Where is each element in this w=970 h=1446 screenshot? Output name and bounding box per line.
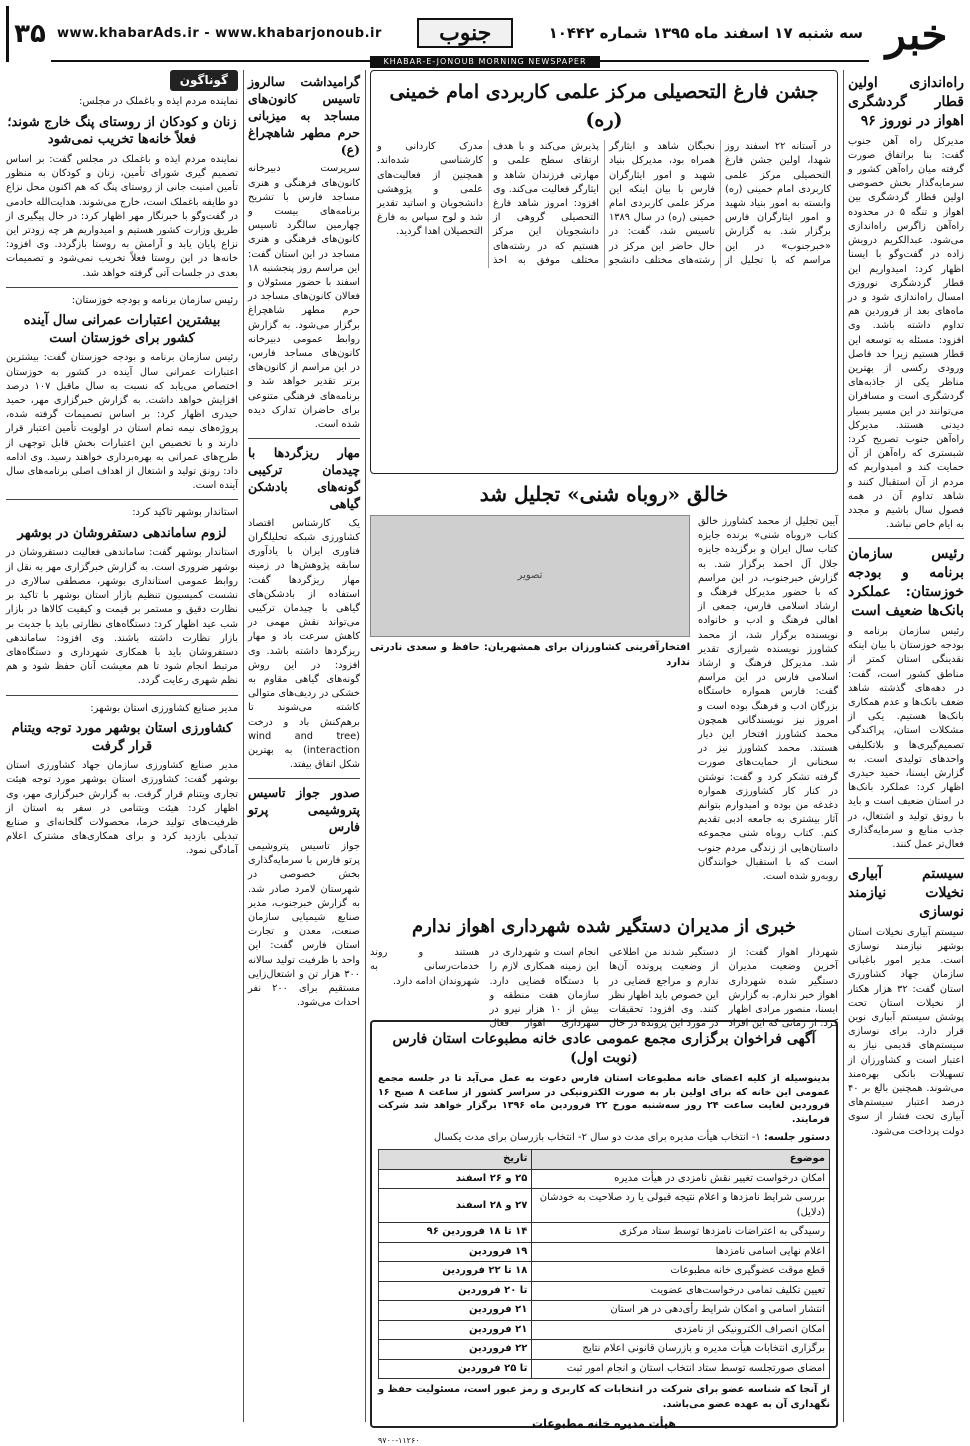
table-row [379,1340,830,1360]
divider [248,438,360,439]
section-title: جنوب [417,18,513,48]
right-body-3: سیستم آبیاری نخیلات استان بوشهر نیازمند نوسازی است. مدیر امور باغبانی سازمان جهاد کشاورزی استان گفت: ۳۲ هزار هکتار از نخیلات استان تحت پوشش سیستم آبیاری نوین قرار دارد. برای نوسازی سیستم‌های قدیمی نیاز به اعتبار است و کشاورزان از تسهیلات بانکی بهره‌مند می‌شوند. همچنین بالغ بر ۴۰ درصد اعتبار سیستم‌های آبیاری تحت فشار از سوی دولت پرداخت می‌شود. [848,926,964,1137]
agenda-label: دستور جلسه: [763,1131,830,1143]
header-date: تاریخ [379,1150,532,1170]
row-topic: برگزاری انتخابات هیأت مدیره و بازرسان قانونی اعلام نتایج [532,1340,830,1360]
section-banner: گوناگون [170,70,238,91]
divider [248,778,360,779]
row-date: ۲۷ و ۲۸ اسفند [379,1189,532,1223]
divider [848,538,964,539]
masthead-row [51,6,869,62]
table-row [379,1320,830,1340]
photo-caption: تصویر [517,569,543,581]
row-date: ۲۲ فروردین [379,1340,532,1360]
notice-ref: ۹۷۰۰-۱۱۲۶۰ [378,1435,420,1445]
main-top-story [370,70,838,472]
left-headline-2: بیشترین اعتبارات عمرانی سال آینده کشور برای خوزستان است [23,313,221,346]
left-body-1: نماینده مردم ایذه و باغملک در مجلس گفت: بر اساس تصمیم گیری شورای تأمین، زنان و کودکان به منظور تأمین امنیت جانی از روستای پنگ که هم اکنون محل نزاع دو طایفه باغملک است، خارج می‌شوند. هدایت‌الله خادمی در گفت‌وگو با خبرنگار مهر اظهار کرد: در حال پیگیری از طریق وزارت کشور هستیم و امیدواریم هر چه زودتر این نزاع پایان یابد و آرامش به روستا بازگردد. وی افزود: خانه‌ها در این روستا فعلاً تخریب نمی‌شود و تصمیمات بعدی در جلسات آتی گرفته خواهد شد. [6,153,238,279]
row-topic: تعیین تکلیف تمامی درخواست‌های عضویت [532,1281,830,1301]
row-topic: رسیدگی به اعتراضات نامزدها توسط ستاد مرکزی [532,1223,830,1243]
mayor-story [370,910,838,1030]
row-topic: امکان انصراف الکترونیکی از نامزدی [532,1320,830,1340]
table-row [379,1242,830,1262]
fox-photo [370,515,690,637]
petrochem-headline: صدور جواز تاسیس پتروشیمی پرتو فارس [248,785,360,835]
mosque-body: سرپرست دبیرخانه کانون‌های فرهنگی و هنری مساجد فارس با تشریح برنامه‌های بیست و چهارمین سالگرد تاسیس کانون‌های فرهنگی و هنری مساجد در این استان گفت: این مراسم روز پنجشنبه ۱۸ اسفند با حضور مسئولان و فعالان کانون‌های مساجد در حرم مطهر شاهچراغ برگزار می‌شود. به گزارش روابط عمومی دبیرخانه کانون‌های مساجد فارس، در این مراسم از کانون‌های برتر تقدیر خواهد شد و برنامه‌های فرهنگی متنوعی برای حاضران تدارک دیده شده است. [248,163,360,431]
table-row [379,1301,830,1321]
row-topic: انتشار اسامی و امکان شرایط رأی‌دهی در هر استان [532,1301,830,1321]
column-rule [243,70,244,1422]
left-body-3: استاندار بوشهر گفت: ساماندهی فعالیت دستفروشان در بوشهر ضروری است. به گزارش خبرگزاری مهر به نقل از روابط عمومی استانداری بوشهر، مصطفی سالاری در نشست کمیسیون تنظیم بازار استان بوشهر با تاکید بر نظارت دقیق و مستمر بر قیمت و کیفیت کالاها در بازار شب عید اظهار کرد: دستگاه‌های نظارتی باید با جدیت بر بازار نظارت داشته باشند. وی افزود: ساماندهی دستفروشان باید با همکاری شهرداری و دستگاه‌های مرتبط انجام شود تا هم معیشت آنان حفظ شود و هم نظم شهری رعایت گردد. [6,547,238,687]
table-row [379,1223,830,1243]
left-column [6,70,238,1422]
right-headline-3: سیستم آبیاری نخیلات نیازمند نوسازی [848,866,964,920]
masthead-strip: KHABAR-E-JONOUB MORNING NEWSPAPER [370,56,600,68]
issue-date: سه شنبه ۱۷ اسفند ماه ۱۳۹۵ شماره ۱۰۴۴۲ [548,24,863,42]
fox-col-b [370,515,690,888]
right-headline-2: رئیس سازمان برنامه و بودجه خوزستان: عملکرد بانک‌ها ضعیف است [848,546,964,620]
notice-intro: بدینوسیله از کلیه اعضای خانه مطبوعات استان فارس دعوت به عمل می‌آید تا در جلسه مجمع عمومی این خانه که برای اولین بار به صورت الکترونیکی در سراسر کشور از ساعت ۸ صبح ۱۶ فروردین لغایت ساعت ۲۴ روز سه‌شنبه مورخ ۲۲ فروردین ماه ۱۳۹۶ برگزار خواهد شد شرکت فرمایند. [378,1072,830,1126]
mayor-body: شهردار اهواز گفت: از آخرین وضعیت مدیران دستگیر شده شهرداری اهواز خبر ندارم. به گزارش ایسنا، منصور مرادی اظهار کرد: از زمانی که این افراد دستگیر شدند من اطلاعی از وضعیت پرونده آن‌ها ندارم و مراجع قضایی در این خصوص باید اظهار نظر کنند. وی افزود: تحقیقات در مورد این پرونده در حال انجام است و شهرداری در این زمینه همکاری لازم را با دستگاه قضایی دارد. سازمان هفت منطقه و بیش از ۱۰ هزار نیرو در شهرداری اهواز فعال هستند و روند خدمات‌رسانی به شهروندان ادامه دارد. [370,947,838,1030]
notice-signature: هیأت مدیره خانه مطبوعات [532,1416,676,1430]
column-rule [365,70,366,1422]
table-row [379,1262,830,1282]
petrochem-body: جواز تاسیس پتروشیمی پرتو فارس با سرمایه‌گذاری بخش خصوصی در شهرستان لامرد صادر شد. به گزارش خبرجنوب، مدیر صنایع شیمیایی سازمان صنعت، معدن و تجارت استان فارس گفت: این واحد با ظرفیت تولید سالانه ۳۰۰ هزار تن و اشتغال‌زایی مستقیم برای ۲۰۰ نفر احداث می‌شود. [248,841,360,1009]
right-headline-1: راه‌اندازی اولین قطار گردشگری اهواز در نوروز ۹۶ [848,75,964,129]
fox-content [370,515,838,888]
website-links[interactable]: www.khabarAds.ir - www.khabarjonoub.ir [57,25,382,41]
fox-headline: خالق «روباه شنی» تجلیل شد [479,482,729,506]
right-body-2: رئیس سازمان برنامه و بودجه خوزستان با بیان اینکه نقدینگی استان کمتر از مناطق کشور است، گفت: در دهه‌های گذشته شاهد ضعف بانک‌ها و عدم همکاری بانک‌ها هستیم. یکی از مشکلات استان، پراکندگی تصمیم‌گیری‌ها و بلاتکلیفی واحدهای تولیدی است. به گزارش ایسنا، حمید حیدری اظهار کرد: عملکرد بانک‌ها در استان ضعیف است و باید با رونق تولید و اشتغال، در جذب منابع و سرمایه‌گذاری فعال‌تر عمل کنند. [848,625,964,850]
table-row [379,1169,830,1189]
notice-box [370,1020,838,1445]
column-rule [843,70,844,1422]
kicker-2: رئیس سازمان برنامه و بودجه خوزستان: [71,294,238,306]
divider [6,287,238,288]
row-date: تا ۲۵ فروردین [379,1359,532,1379]
fox-kicker: افتخارآفرینی کشاورزان برای همشهریان: حافظ و سعدی نادرتی ندارد [370,642,690,668]
row-date: ۲۱ فروردین [379,1320,532,1340]
dust-body: یک کارشناس اقتصاد کشاورزی شبکه تحلیلگران فناوری ایران با یادآوری سابقه پژوهش‌ها در زمینه مهار ریزگردها گفت: استفاده از بادشکن‌های گیاهی با چیدمان ترکیبی می‌تواند نقش مهمی در کاهش سرعت باد و مهار ریزگردها داشته باشد. وی افزود: در این روش گونه‌های گیاهی مقاوم به خشکی در ردیف‌های متوالی کاشته می‌شوند تا برهم‌کنش باد و درخت (wind and tree interaction) به بهترین شکل اتفاق بیفتد. [248,517,360,771]
row-date: ۲۱ فروردین [379,1301,532,1321]
row-topic: اعلام نهایی اسامی نامزدها [532,1242,830,1262]
table-row [379,1281,830,1301]
kicker-3: استاندار بوشهر تاکید کرد: [132,507,238,519]
middle-column [248,70,360,1422]
row-date: ۱۴ تا ۱۸ فروردین ۹۶ [379,1223,532,1243]
divider [6,695,238,696]
left-headline-1: زنان و کودکان از روستای پنگ خارج شوند؛ فعلاً خانه‌ها تخریب نمی‌شود [7,114,237,148]
graduation-body: در آستانه ۲۲ اسفند روز شهدا، اولین جشن فارغ التحصیلی مرکز علمی کاربردی امام خمینی (ره) وابسته به امور بنیاد شهید و امور ایثارگران فارس برگزار شد. به گزارش «خبرجنوب» در این مراسم که با تجلیل از نخبگان شاهد و ایثارگر همراه بود، مدیرکل بنیاد شهید و امور ایثارگران فارس با بیان اینکه این مرکز علمی کاربردی امام خمینی (ره) در سال ۱۳۸۹ تاسیس شد، گفت: در حال حاضر این مرکز در رشته‌های مختلف دانشجو پذیرش می‌کند و با هدف ارتقای سطح علمی و مهارتی فرزندان شاهد و ایثارگر فعالیت می‌کند. وی افزود: امروز شاهد فارغ التحصیلی گروهی از دانشجویان این مرکز هستیم که در رشته‌های مختلف موفق به اخذ مدرک کاردانی و کارشناسی شده‌اند. همچنین از فعالیت‌های علمی و پژوهشی دانشجویان و اساتید تقدیر شد و لوح سپاس به فارغ التحصیلان اهدا گردید. [377,141,831,266]
divider [6,499,238,500]
row-date: ۱۸ تا ۲۲ فروردین [379,1262,532,1282]
newspaper-logo [869,6,964,62]
right-column [848,70,964,1422]
dust-headline: مهار ریزگردها با چیدمان ترکیبی گونه‌های بادشکن گیاهی [248,445,360,511]
row-date: ۲۵ و ۲۶ اسفند [379,1169,532,1189]
notice-title: آگهی فراخوان برگزاری مجمع عمومی عادی خانه مطبوعات استان فارس (نوبت اول) [392,1031,816,1066]
fox-story [370,476,838,906]
kicker-1: نماینده مردم ایذه و باغملک در مجلس: [79,96,238,108]
page-number: ۳۵ [6,6,51,62]
table-row [379,1359,830,1379]
row-topic: بررسی شرایط نامزدها و اعلام نتیجه قبولی یا رد صلاحیت به خودشان (دلایل) [532,1189,830,1223]
notice-footer: از آنجا که شناسه عضو برای شرکت در انتخابات که کاربری و رمز عبور است، مسئولیت حفظ و نگهداری آن به عهده عضو می‌باشد. [378,1384,830,1410]
logo-text: خبر [885,9,948,59]
election-schedule-table [378,1149,830,1379]
table-row [379,1189,830,1223]
graduation-story-box [370,70,838,474]
fox-body: آیین تجلیل از محمد کشاورز خالق کتاب «روباه شنی» برنده جایزه کتاب سال ایران و برگزیده جایزه جلال آل احمد برگزار شد. به گزارش خبرجنوب، در این مراسم که با حضور مدیرکل فرهنگ و ارشاد اسلامی فارس، جمعی از اهالی فرهنگ و ادب و خانواده نویسنده برگزار شد، از محمد کشاورز نویسنده شیرازی تقدیر شد. مدیرکل فرهنگ و ارشاد اسلامی فارس در این مراسم گفت: فارس همواره خاستگاه بزرگان ادب و فرهنگ بوده است و امروز نیز نویسندگانی همچون محمد کشاورز افتخار این دیار هستند. محمد کشاورز نیز در سخنانی از حمایت‌های صورت گرفته تشکر کرد و گفت: نوشتن در کنار کار کشاورزی همواره دغدغه من بوده و امیدوارم بتوانم آثار بیشتری به جامعه ادبی تقدیم کنم. کتاب روباه شنی مجموعه داستان‌هایی از زندگی مردم جنوب است که با استقبال خوانندگان روبه‌رو شده است. [698,516,838,883]
press-house-notice [370,1020,838,1445]
row-date: ۱۹ فروردین [379,1242,532,1262]
row-topic: امضای صورتجلسه توسط ستاد انتخاب استان و انجام امور ثبت [532,1359,830,1379]
agenda-text: ۱- انتخاب هیأت مدیره برای مدت دو سال ۲- انتخاب بازرسان برای مدت یکسال [433,1131,761,1143]
graduation-headline: جشن فارغ التحصیلی مرکز علمی کاربردی امام خمینی (ره) [389,81,819,131]
masthead-info [51,6,869,62]
table-header-row [379,1150,830,1170]
divider [848,858,964,859]
right-body-1: مدیرکل راه آهن جنوب گفت: بنا براتفاق صورت گرفته میان راه‌آهن کشور و سرمایه‌گذار بخش خصوصی اولین قطار گردشگری بین اهواز و تنگه ۵ در محدوده راه‌آهن زاگرس راه‌اندازی می‌شود. عبدالکریم درویش زاده در گفت‌وگو با ایسنا اظهار کرد: امیدواریم این قطار گردشگری نوروزی امسال راه‌اندازی شود و در ماه‌های بعد از فروردین هم تداوم داشته باشد. وی افزود: مسئله به توسعه این قطار هستیم زیرا حد فاصل ورودی رکسی از بهترین مناظر یکی از جاذبه‌های گردشگری است و مسافران می‌توانند در این مسیر بسیار دیدنی هستند. مدیرکل راه‌آهن جنوب تصریح کرد: شبستری که راه‌آهن از آن حمایت کند و امیدواریم که مردم از آن استقبال کنند و شاهد تداوم آن در همه فصول سال باشیم و مجدد به ایام خاص نباشد. [848,135,965,531]
fox-col-a [698,515,838,888]
left-body-4: مدیر صنایع کشاورزی سازمان جهاد کشاورزی استان بوشهر گفت: کشاورزی استان بوشهر مورد توجه هیئت تجاری ویتنام قرار گرفت. به گزارش خبرگزاری مهر، وی اظهار کرد: هیئت ویتنامی در سفر به استان از ظرفیت‌های تولید خرما، محصولات گلخانه‌ای و صنایع تبدیلی بازدید کرد و برای همکاری‌های مشترک اعلام آمادگی نمود. [6,760,238,857]
left-body-2: رئیس سازمان برنامه و بودجه خوزستان گفت: بیشترین اعتبارات عمرانی سال آینده در کشور به خوزستان اختصاص می‌یابد که نسبت به سال ماقبل ۱۰۷ درصد افزایش خواهد داشت. به گزارش خبرگزاری مهر، حمید حیدری اظهار کرد: بر اساس تصمیمات گرفته شده، پروژه‌های نیمه تمام استان در اولویت تأمین اعتبار قرار دارند و با تخصیص این اعتبارات بخش قابل توجهی از طرح‌های عمرانی به بهره‌برداری خواهند رسید. وی ادامه داد: رونق تولید و اشتغال از اهداف اصلی برنامه‌های سال آینده است. [6,352,238,492]
mayor-headline: خبری از مدیران دستگیر شده شهرداری اهواز ندارم [411,916,797,937]
row-topic: قطع موقت عضوگیری خانه مطبوعات [532,1262,830,1282]
left-headline-3: لزوم ساماندهی دستفروشان در بوشهر [17,525,227,541]
kicker-4: مدیر صنایع کشاورزی استان بوشهر: [90,702,238,714]
row-date: تا ۲۰ فروردین [379,1281,532,1301]
mosque-headline: گرامیداشت سالروز تاسیس کانون‌های مساجد به میزبانی حرم مطهر شاهچراغ (ع) [248,74,360,157]
masthead [6,6,964,62]
row-topic: امکان درخواست تغییر نقش نامزدی در هیأت مدیره [532,1169,830,1189]
left-headline-4: کشاورزی استان بوشهر مورد توجه ویتنام قرار گرفت [11,721,233,754]
header-topic: موضوع [532,1150,830,1170]
